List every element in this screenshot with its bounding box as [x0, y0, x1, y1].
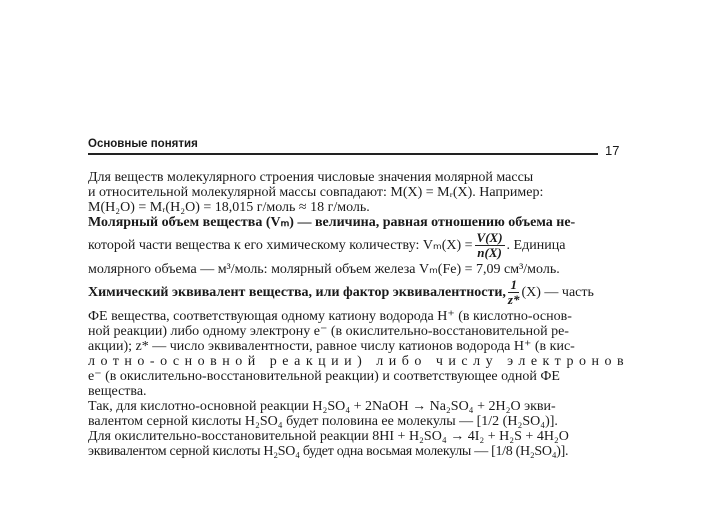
text-line: [88, 414, 622, 429]
line-text: и относительной молекулярной массы совпадают: M(X) = Mᵣ(X). Например:: [88, 185, 544, 200]
text-line: [88, 185, 622, 200]
text-line: [88, 369, 622, 384]
fraction-denominator: z*: [507, 292, 520, 307]
term-equivalent: [88, 278, 622, 307]
text-line: [88, 444, 622, 459]
header-rule: [88, 153, 598, 155]
text-line: [88, 384, 622, 399]
line-text: вещества.: [88, 384, 147, 399]
fraction-numerator: V(X): [476, 230, 503, 245]
line-text: . Единица: [506, 238, 566, 253]
line-text: молярного объема — м³/моль: молярный объем железа Vₘ(Fe) = 7,09 см³/моль.: [88, 262, 560, 277]
line-text: валентом серной кислоты H₂SO₄ будет половина ее молекулы — [1/2 (H₂SO₄)].: [88, 414, 558, 429]
line-text: ной реакции) либо одному электрону e⁻ (в окислительно-восстановительной ре-: [88, 324, 569, 339]
line-text: Для окислительно-восстановительной реакции 8HI + H₂SO₄ → 4I₂ + H₂S + 4H₂O: [88, 429, 569, 444]
line-text: Для веществ молекулярного строения числовые значения молярной массы: [88, 170, 534, 185]
fraction-denominator: n(X): [477, 245, 502, 260]
line-text: которой части вещества к его химическому количеству: Vₘ(X) =: [88, 238, 473, 253]
line-text: (X) — часть: [521, 285, 594, 300]
line-text: ФЕ вещества, соответствующая одному катиону водорода H⁺ (в кислотно-основ-: [88, 309, 572, 324]
section-title: Основные понятия: [88, 138, 198, 150]
line-text: Молярный объем вещества (Vₘ) — величина, равная отношению объема не-: [88, 215, 576, 230]
page-number: 17: [605, 143, 620, 158]
text-line: [88, 231, 622, 260]
text-line: [88, 399, 622, 414]
text-line: [88, 339, 622, 354]
line-text: акции); z* — число эквивалентности, равное числу катионов водорода H⁺ (в кис-: [88, 339, 575, 354]
equivalence-fraction: [508, 278, 520, 307]
fraction-numerator: 1: [510, 277, 517, 292]
molar-volume-fraction: [475, 231, 505, 260]
text-line: [88, 170, 622, 185]
text-line: [88, 354, 630, 369]
line-text: Так, для кислотно-основной реакции H₂SO₄ + 2NaOH → Na₂SO₄ + 2H₂O экви-: [88, 399, 556, 414]
line-text: лотно-основной реакции) либо числу электронов: [88, 354, 630, 369]
text-line: [88, 429, 622, 444]
line-text: e⁻ (в окислительно-восстановительной реакции) и соответствующее одной ФЕ: [88, 369, 560, 384]
term-molar-volume: [88, 215, 622, 230]
text-line: [88, 200, 622, 215]
text-line: [88, 309, 622, 324]
line-text: эквивалентом серной кислоты H₂SO₄ будет одна восьмая молекулы — [1/8 (H₂SO₄)].: [88, 444, 569, 459]
line-text: M(H₂O) = Mᵣ(H₂O) = 18,015 г/моль ≈ 18 г/моль.: [88, 200, 370, 215]
line-text: Химический эквивалент вещества, или фактор эквивалентности,: [88, 285, 506, 300]
text-line: [88, 262, 622, 277]
text-line: [88, 324, 622, 339]
